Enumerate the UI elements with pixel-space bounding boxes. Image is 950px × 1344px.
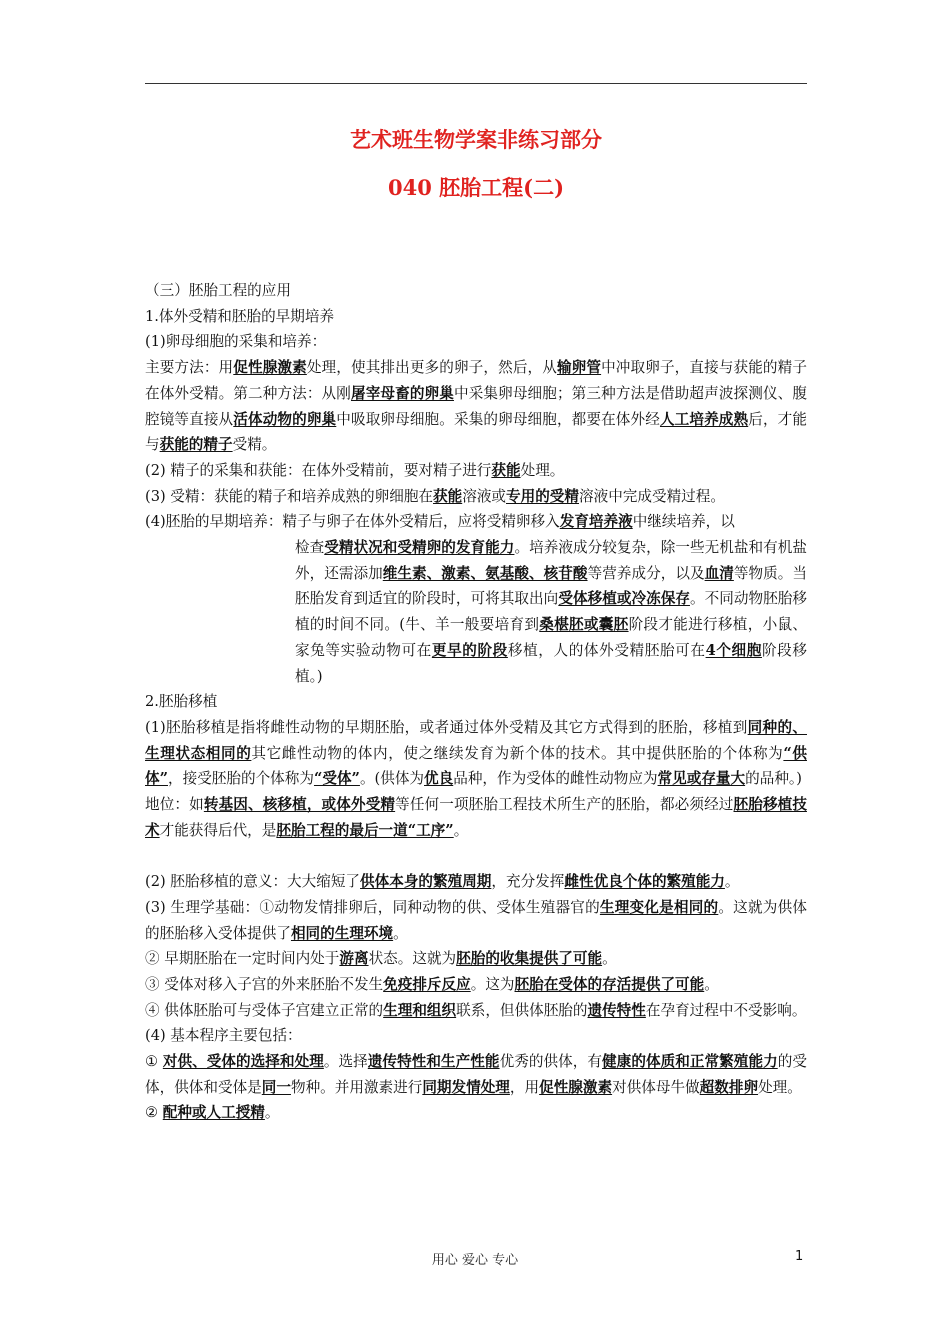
key-term: 常见或存量大 [657, 770, 746, 788]
key-term: 超数排卵 [699, 1078, 759, 1096]
text-segment: 才能获得后代，是 [159, 821, 277, 839]
header-rule [145, 83, 807, 84]
key-term: 对供、受体的选择和处理 [162, 1053, 324, 1071]
paragraph [145, 998, 807, 1024]
text-segment: 。这就为供体的胚胎移入受体提供了 [145, 898, 807, 942]
text-segment: 。 [602, 950, 617, 968]
text-segment: (1)胚胎移植是指将雌性动物的早期胚胎，或者通过体外受精及其它方式得到的胚胎，移植到 [145, 718, 748, 736]
key-term: 维生素、激素、氨基酸、核苷酸 [382, 564, 588, 582]
key-term: 遗传特性 [587, 1001, 646, 1019]
paragraph [145, 1023, 807, 1049]
text-segment: 。 [264, 1104, 280, 1122]
document-body [145, 278, 807, 1126]
key-term: 获能的精子 [159, 436, 233, 454]
text-segment: 中继续培养，以 [632, 513, 735, 531]
document-subtitle: 040 胚胎工程(二) [387, 175, 565, 200]
key-term: 促性腺激素 [539, 1078, 613, 1096]
key-term: 生理变化是相同的 [599, 898, 719, 916]
text-segment: 。 [704, 975, 719, 993]
key-term: 同种的、生理状态相同的 [145, 718, 807, 762]
text-segment: 。 [724, 873, 740, 891]
document-title: 艺术班生物学案非练习部分 [350, 127, 602, 152]
key-term: “受体” [313, 770, 360, 788]
key-term: 相同的生理环境 [290, 924, 394, 942]
paragraph [145, 895, 807, 946]
key-term: 胚胎的收集提供了可能 [456, 950, 603, 968]
key-term: 人工培养成熟 [659, 410, 749, 428]
text-segment: 品种，作为受体的雌性动物应为 [453, 770, 658, 788]
text-segment: 等营养成分，以及 [587, 564, 705, 582]
paragraph [145, 946, 807, 972]
key-term: 受精状况和受精卵的发育能力 [324, 539, 515, 557]
key-term: 受体移植或冷冻保存 [558, 590, 690, 608]
text-segment: 中采集卵母细胞；第三种方法是借助超声波探测仪、腹腔镜等直接从 [145, 384, 807, 428]
key-term: 更早的阶段 [431, 641, 508, 659]
key-term: 血清 [704, 564, 734, 582]
text-segment: 对供体母牛做 [612, 1078, 700, 1096]
text-segment: 优秀的供体，有 [499, 1053, 603, 1071]
text-segment: (2) 胚胎移植的意义：大大缩短了 [145, 873, 361, 891]
paragraph [145, 869, 807, 895]
key-term: 转基因、核移植，或体外受精 [203, 796, 396, 814]
paragraph [145, 1049, 807, 1100]
paragraph [145, 509, 807, 535]
key-term: “供体” [145, 744, 807, 788]
key-term: 优良 [424, 770, 454, 788]
text-segment: 溶液中完成受精过程。 [579, 487, 725, 505]
paragraph [145, 304, 807, 330]
key-term: 健康的体质和正常繁殖能力 [602, 1053, 778, 1071]
paragraph [145, 329, 807, 355]
text-segment: 。 [393, 924, 408, 942]
paragraph [145, 972, 807, 998]
paragraph [145, 1100, 807, 1126]
text-segment: 在孕育过程中不受影响。 [645, 1001, 807, 1019]
text-segment: （三）胚胎工程的应用 [145, 282, 291, 299]
key-term: 同期发情处理 [422, 1078, 510, 1096]
paragraph [145, 715, 807, 792]
text-segment: 1.体外受精和胚胎的早期培养 [145, 307, 335, 325]
text-segment: 中吸取卵母细胞。采集的卵母细胞，都要在体外经 [336, 410, 660, 428]
text-segment: 状态。这就为 [368, 950, 457, 968]
paragraph [145, 689, 807, 715]
text-segment: 处理。 [520, 461, 565, 479]
key-term: 供体本身的繁殖周期 [360, 873, 492, 891]
text-segment: 其它雌性动物的体内，使之继续发育为新个体的技术。其中提供胚胎的个体称为 [251, 744, 784, 762]
text-segment: 的受体，供体和受体是 [145, 1053, 807, 1096]
text-segment: ③ 受体对移入子宫的外来胚胎不发生 [145, 975, 384, 993]
text-segment: 等任何一项胚胎工程技术所生产的胚胎，都必须经过 [395, 796, 734, 814]
text-segment: (1)卵母细胞的采集和培养： [145, 333, 327, 351]
key-term: 游离 [339, 950, 369, 968]
text-segment: ② 早期胚胎在一定时间内处于 [145, 950, 340, 968]
text-segment: 处理，使其排出更多的卵子，然后，从 [306, 359, 557, 377]
key-term: 输卵管 [556, 359, 602, 377]
key-term: 促性腺激素 [233, 359, 307, 377]
text-segment: 联系，但供体胚胎的 [456, 1001, 588, 1019]
text-segment: (4) 基本程序主要包括： [145, 1027, 302, 1045]
key-term: 免疫排斥反应 [383, 975, 471, 993]
text-segment: 等物质。当胚胎发育到适宜的阶段时，可将其取出向 [295, 564, 807, 608]
text-segment: 阶段移植。) [295, 641, 807, 685]
text-segment: 。不同动物胚胎移植的时间不同。(牛、羊一般要培育到 [295, 590, 807, 634]
key-term: 发育培养液 [559, 513, 633, 531]
key-term: 获能 [491, 461, 521, 479]
text-segment: ，接受胚胎的个体称为 [168, 770, 314, 788]
key-term: 桑椹胚或囊胚 [539, 616, 629, 634]
paragraph [145, 792, 807, 843]
text-segment: 主要方法：用 [145, 359, 234, 377]
page-footer: 用心 爱心 专心 [431, 1253, 519, 1268]
text-segment: 物种。并用激素进行 [290, 1078, 423, 1096]
paragraph [145, 355, 807, 458]
key-term: 遗传特性和生产性能 [367, 1053, 500, 1071]
text-segment: 后，才能与 [145, 410, 807, 454]
key-term: 屠宰母畜的卵巢 [350, 384, 454, 402]
text-segment: 。选择 [323, 1053, 368, 1071]
text-segment: 阶段才能进行移植，小鼠、家兔等实验动物可在 [295, 616, 807, 659]
paragraph [145, 458, 807, 484]
key-term: 活体动物的卵巢 [233, 410, 337, 428]
key-term: 生理和组织 [383, 1001, 457, 1019]
key-term: 同一 [261, 1078, 291, 1096]
text-segment: 处理。 [758, 1078, 802, 1096]
key-term: 获能 [433, 487, 463, 505]
paragraph [145, 484, 807, 510]
text-segment: 移植，人的体外受精胚胎可在 [507, 641, 706, 659]
text-segment: ① [145, 1053, 163, 1071]
text-segment: ② [145, 1104, 163, 1122]
text-segment: 的品种。) [745, 770, 802, 788]
text-segment: 。 [453, 821, 469, 839]
text-segment: ，充分发挥 [491, 873, 565, 891]
key-term: 配种或人工授精 [162, 1104, 265, 1122]
blank-line [145, 843, 807, 869]
text-segment: (3) 受精：获能的精子和培养成熟的卵细胞在 [145, 487, 434, 505]
text-segment: 地位：如 [145, 796, 204, 814]
text-segment: 中冲取卵子，直接与获能的精子在体外受精。第二种方法：从刚 [145, 359, 807, 402]
key-term: 专用的受精 [506, 487, 579, 505]
key-term: 胚胎移植技术 [145, 796, 807, 839]
key-term: 雌性优良个体的繁殖能力 [564, 873, 725, 891]
text-segment: 。(供体为 [359, 770, 425, 788]
text-segment: 溶液或 [462, 487, 507, 505]
text-segment: ，用 [509, 1078, 540, 1096]
paragraph [145, 278, 807, 304]
key-term: 胚胎在受体的存活提供了可能 [514, 975, 705, 993]
text-segment: ④ 供体胚胎可与受体子宫建立正常的 [145, 1001, 384, 1019]
text-segment: 。这为 [470, 975, 515, 993]
paragraph [145, 535, 807, 689]
text-segment: 2.胚胎移植 [145, 693, 218, 711]
key-term: 4个细胞 [705, 641, 762, 659]
key-term: 胚胎工程的最后一道“工序” [276, 821, 454, 839]
text-segment: (4)胚胎的早期培养：精子与卵子在体外受精后，应将受精卵移入 [145, 513, 560, 531]
page-number: 1 [795, 1249, 804, 1264]
text-segment: 。培养液成分较复杂，除一些无机盐和有机盐外，还需添加 [295, 539, 807, 582]
text-segment: (2) 精子的采集和获能：在体外受精前，要对精子进行 [145, 461, 492, 479]
text-segment: 受精。 [232, 436, 277, 454]
text-segment: 检查 [295, 539, 325, 557]
text-segment: (3) 生理学基础：①动物发情排卵后，同种动物的供、受体生殖器官的 [145, 898, 600, 916]
